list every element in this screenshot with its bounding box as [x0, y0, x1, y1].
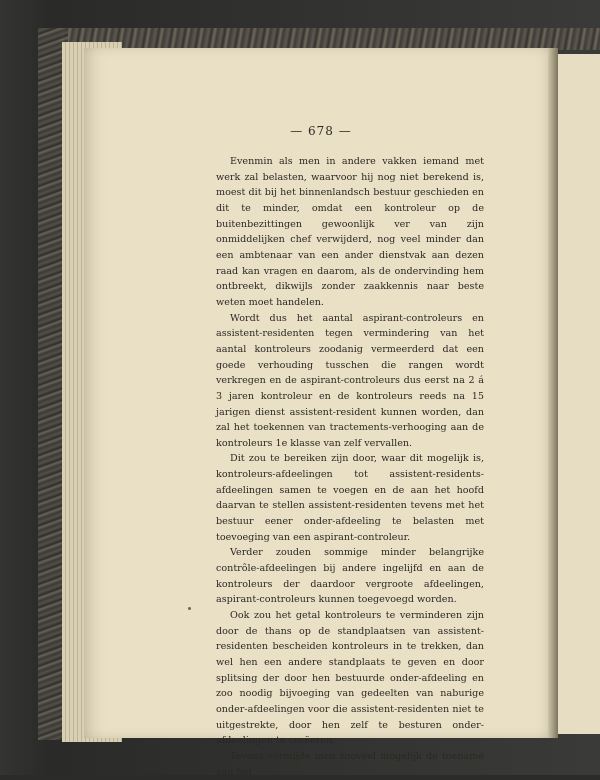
paragraph-6: Tevens vermijde men zooveel mogelijk de toename van het [216, 750, 484, 778]
paragraph-2: Wordt dus het aantal aspirant-controleurs en assistent-residenten tegen vermindering van het aantal kontroleurs zoodanig vermeerderd dat een goede verhouding tusschen die rangen wordt verkregen en de aspirant-controleurs dus eerst na 2 á 3 jaren kontroleur en de kontroleurs reeds na 15 jarigen dienst assistent-resident kunnen worden, dan zal het toekennen van tractements-verhooging aan de kontroleurs 1e klasse van zelf vervallen. [216, 312, 484, 449]
margin-speck [188, 607, 191, 610]
page-number: — 678 — [290, 124, 352, 138]
page-gutter-shadow [548, 48, 558, 738]
body-text [216, 154, 484, 780]
paragraph-5: Ook zou het getal kontroleurs te verminderen zijn door de thans op de standplaatsen van assistent-residenten bescheiden kontroleurs in te trekken, dan wel hen een andere standplaats te geven en door splitsing der door hen bestuurde onder-afdeeling en zoo noodig bijvoeging van gedeelten van naburige onder-afdeelingen voor die assistent-residenten niet te uitgestrekte, door hen zelf te besturen onder-afdeelingen te creëeren. [216, 610, 484, 747]
paragraph-1: Evenmin als men in andere vakken iemand met werk zal belasten, waarvoor hij nog niet berekend is, moest dit bij het binnenlandsch bestuur geschieden en dit te minder, omdat een kontroleur op de buitenbezittingen gewoonlijk ver van zijn onmiddelijken chef verwijderd, nog veel minder dan een ambtenaar van een ander dienstvak aan dezen raad kan vragen en daarom, als de ondervinding hem ontbreekt, dikwijls zonder zaakkennis naar beste weten moet handelen. [216, 156, 484, 308]
paragraph-4: Verder zouden sommige minder belangrijke contrôle-afdeelingen bij andere ingelijfd en aan de kontroleurs der daardoor vergroote afdeelingen, aspirant-controleurs kunnen toegevoegd worden. [216, 547, 484, 606]
paragraph-3: Dit zou te bereiken zijn door, waar dit mogelijk is, kontroleurs-afdeelingen tot assistent-residents-afdeelingen samen te voegen en de aan het hoofd daarvan te stellen assistent-residenten tevens met het bestuur eener onder-afdeeling te belasten met toevoeging van een aspirant-controleur. [216, 453, 484, 543]
facing-page-edge [558, 54, 600, 734]
book-cover-top-edge [60, 28, 600, 50]
